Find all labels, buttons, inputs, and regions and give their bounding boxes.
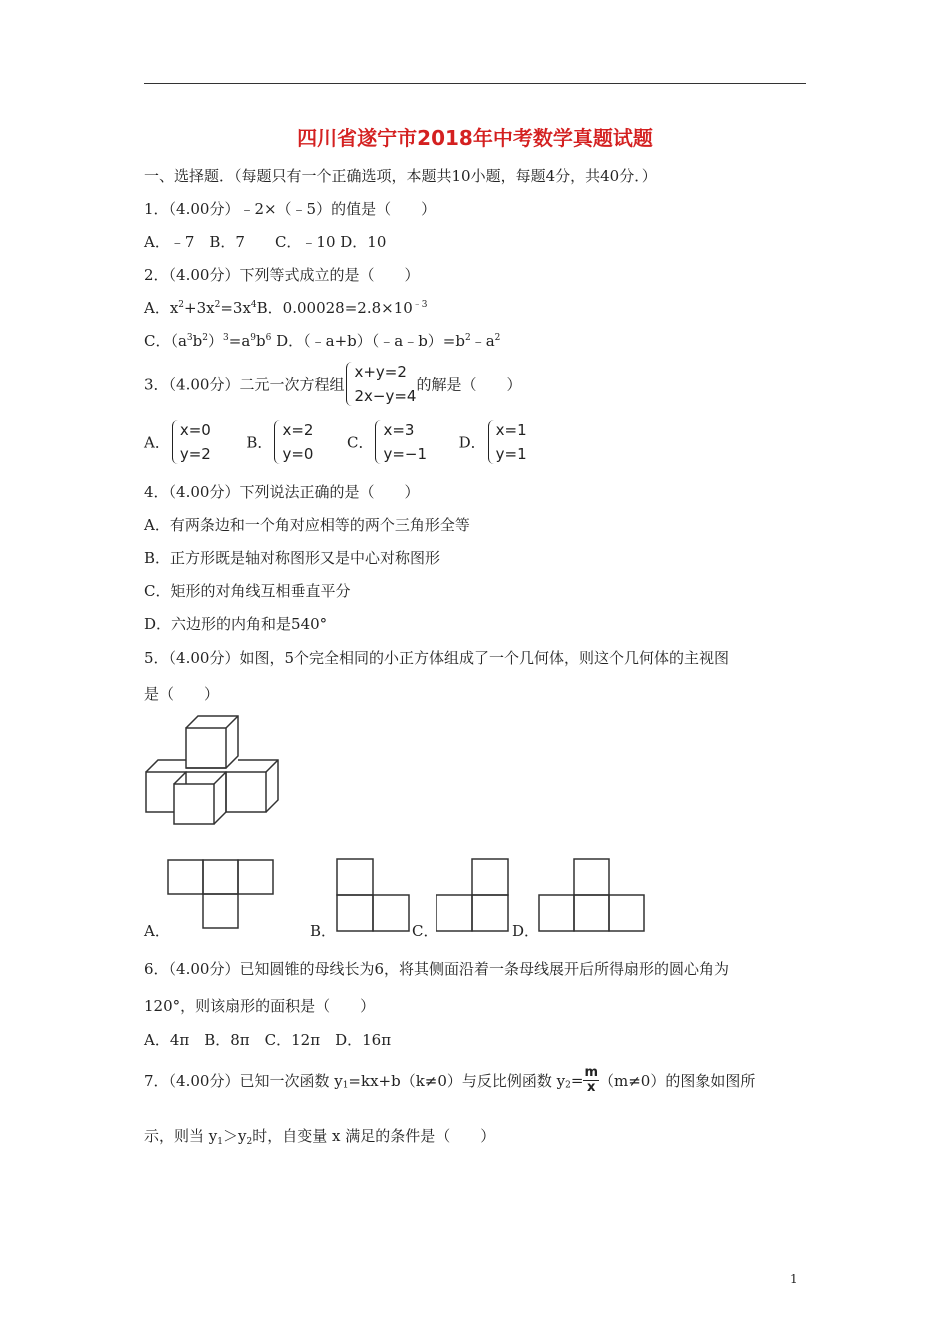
option-b-figure xyxy=(335,857,411,933)
question-1-stem: 1．（4.00分）﹣2×（﹣5）的值是（ ） xyxy=(144,200,437,218)
question-5-option-d-label: D． xyxy=(512,922,540,940)
question-7-stem-line2: 示，则当 $y_1>y_2$时，自变量 x 满足的条件是（ ） xyxy=(144,1127,496,1147)
question-3-stem: 3．（4.00分）二元一次方程组 x+y=2 2x−y=4 的解是（ ） xyxy=(144,360,521,408)
option-c-system: x=3 y=−1 xyxy=(373,418,427,466)
question-4-stem: 4．（4.00分）下列说法正确的是（ ） xyxy=(144,483,420,501)
question-6-options: A．4π B．8π C．12π D．16π xyxy=(144,1031,392,1049)
option-a-figure xyxy=(166,858,276,932)
question-5-option-b-label: B． xyxy=(310,922,337,940)
question-2-options-cd: C．$(a^3b^2)^3=a^9b^6$ D．$(﹣a+b)(﹣a﹣b)=b^2﹣a^2$ xyxy=(144,332,501,350)
question-4-option-a: A．有两条边和一个角对应相等的两个三角形全等 xyxy=(144,516,470,534)
option-d-system: x=1 y=1 xyxy=(486,418,527,466)
question-5-option-a-label: A． xyxy=(144,922,170,940)
question-5-stem-line1: 5．（4.00分）如图，5个完全相同的小正方体组成了一个几何体，则这个几何体的主视图 xyxy=(144,649,729,667)
option-d-figure xyxy=(537,857,647,933)
fraction-m-over-x: $\frac{m}{x}$ xyxy=(584,1065,599,1095)
option-c-figure xyxy=(436,857,510,933)
page-number: 1 xyxy=(790,1272,798,1286)
question-1-options: A．﹣7 B．7 C．﹣10 D．10 xyxy=(144,233,387,251)
equation-system: x+y=2 2x−y=4 xyxy=(344,360,416,408)
question-2-options-ab: A．$x^2+3x^2=3x^4B$．$0.00028=2.8\times 10^{﹣3}$ xyxy=(144,299,428,317)
option-b-system: x=2 y=0 xyxy=(272,418,313,466)
question-3-options: A． x=0 y=2 B． x=2 y=0 C． x=3 y=−1 D． x=1 y=1 xyxy=(144,418,527,466)
question-2-stem: 2．（4.00分）下列等式成立的是（ ） xyxy=(144,266,420,284)
header-rule xyxy=(144,83,806,84)
section-heading: 一、选择题．（每题只有一个正确选项，本题共10小题，每题4分，共40分．） xyxy=(144,167,657,185)
question-4-option-c: C．矩形的对角线互相垂直平分 xyxy=(144,582,351,600)
question-4-option-d: D．六边形的内角和是540° xyxy=(144,615,328,633)
cube-solid-figure xyxy=(144,712,280,828)
question-5-stem-line2: 是（ ） xyxy=(144,685,220,703)
question-6-stem-line1: 6．（4.00分）已知圆锥的母线长为6，将其侧面沿着一条母线展开后所得扇形的圆心角为 xyxy=(144,960,729,978)
question-7-stem-line1: 7．（4.00分）已知一次函数 $y_1=kx+b(k\ne 0)$与反比例函数 $y_2=$ $\frac{m}{x}$ （m≠0）的图象如图所 xyxy=(144,1065,756,1095)
page-title: 四川省遂宁市2018年中考数学真题试题 xyxy=(297,126,653,150)
option-a-system: x=0 y=2 xyxy=(170,418,211,466)
question-5-option-c-label: C． xyxy=(412,922,439,940)
question-6-stem-line2: 120°，则该扇形的面积是（ ） xyxy=(144,997,376,1015)
question-4-option-b: B．正方形既是轴对称图形又是中心对称图形 xyxy=(144,549,441,567)
